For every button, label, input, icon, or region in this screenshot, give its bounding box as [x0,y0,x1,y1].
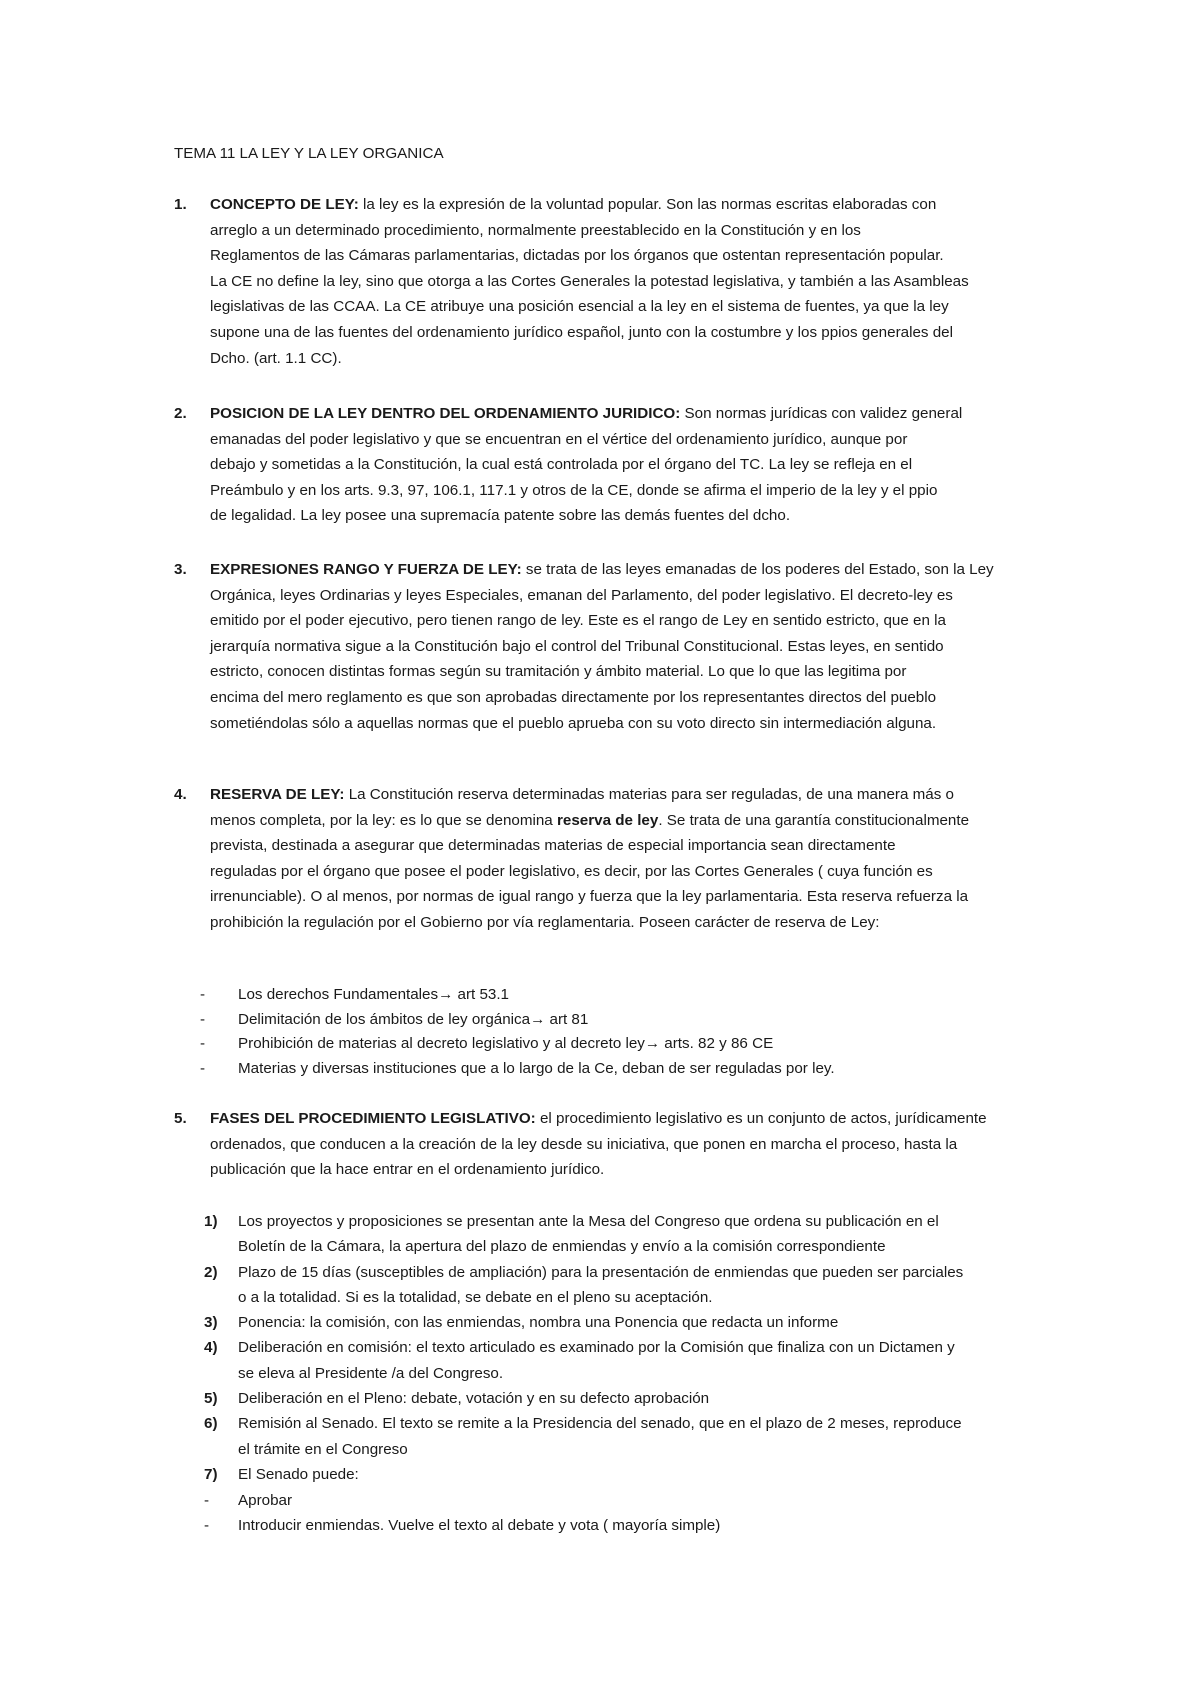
step-item [204,1386,1044,1411]
step-item [204,1260,1044,1311]
dash-bullet: - [200,1059,206,1077]
section-text-line: de legalidad. La ley posee una supremacía patente sobre las demás fuentes del dcho. [210,507,791,525]
section-concepto-de-ley [174,192,1044,371]
section-text-line: la ley es la expresión de la voluntad popular. Son las normas escritas elaboradas con [358,196,937,213]
dash-bullet: - [204,1492,210,1509]
section-text-fragment: menos completa, por la ley: es lo que se denomina [210,811,557,829]
section-text-line: Preámbulo y en los arts. 9.3, 97, 106.1, 117.1 y otros de la CE, donde se afirma el imperio de la ley y el ppio [210,481,938,499]
step-number: 3) [204,1314,218,1332]
section-number: 1. [174,196,187,213]
dash-bullet: - [204,1517,210,1535]
section-text-line: estricto, conocen distintas formas según su tramitación y ámbito material. Lo que lo que las legitima por [210,663,907,681]
step-item [204,1335,1044,1386]
section-text-line: prohibición la regulación por el Gobierno por vía reglamentaria. Poseen carácter de reserva de Ley: [210,913,880,931]
step-item [204,1310,1044,1335]
section-expresiones-rango-fuerza [174,557,1044,736]
steps-list [204,1209,1044,1487]
list-item-text: Delimitación de los ámbitos de ley orgánica→ art 81 [238,1010,589,1028]
section-text-line: legislativas de las CCAA. La CE atribuye una posición esencial a la ley en el sistema de fuentes, ya que la ley [210,298,949,316]
step-text-line: Plazo de 15 días (susceptibles de ampliación) para la presentación de enmiendas que pueden ser parciales [238,1263,964,1281]
step-number: 5) [204,1390,218,1408]
section-heading: POSICION DE LA LEY DENTRO DEL ORDENAMIENTO JURIDICO: [210,405,681,422]
section-text-line: jerarquía normativa sigue a la Constitución bajo el control del Tribunal Constitucional. Estas leyes, en sentido [210,637,944,655]
senado-options-list [174,1488,1034,1539]
step-text-line: Remisión al Senado. El texto se remite a la Presidencia del senado, que en el plazo de 2 meses, reproduce [238,1415,962,1433]
step-text-line: Ponencia: la comisión, con las enmiendas, nombra una Ponencia que redacta un informe [238,1314,839,1332]
list-item [174,1488,1034,1513]
step-item [204,1209,1044,1260]
step-number: 7) [204,1465,218,1483]
section-text-line: el procedimiento legislativo es un conjunto de actos, jurídicamente [535,1110,987,1127]
section-text-line: encima del mero reglamento es que son aprobadas directamente por los representantes directos del pueblo [210,688,937,706]
step-number: 6) [204,1415,218,1433]
step-text-line: el trámite en el Congreso [238,1440,408,1458]
list-item [174,982,1034,1007]
section-posicion-de-la-ley [174,401,1044,529]
section-heading: RESERVA DE LEY: [210,786,345,803]
list-item [174,1007,1034,1032]
section-text-line: sometiéndolas sólo a aquellas normas que el pueblo aprueba con su voto directo sin intermediación alguna. [210,714,937,732]
list-item-text: Introducir enmiendas. Vuelve el texto al debate y vota ( mayoría simple) [238,1517,721,1535]
section-heading: EXPRESIONES RANGO Y FUERZA DE LEY: [210,561,522,578]
list-item [174,1513,1034,1538]
section-text-line: La CE no define la ley, sino que otorga a las Cortes Generales la potestad legislativa, y también a las Asambleas [210,272,969,290]
section-body [210,782,1044,936]
page-title: TEMA 11 LA LEY Y LA LEY ORGANICA [174,145,444,162]
step-text-line: El Senado puede: [238,1465,359,1483]
step-text-line: Los proyectos y proposiciones se presentan ante la Mesa del Congreso que ordena su publicación en el [238,1213,939,1230]
section-text-line: Orgánica, leyes Ordinarias y leyes Especiales, emanan del Parlamento, del poder legislativo. El decreto-ley es [210,586,953,604]
step-text-line: Deliberación en comisión: el texto articulado es examinado por la Comisión que finaliza con un Dictamen y [238,1339,955,1357]
dash-bullet: - [200,986,206,1003]
section-number: 3. [174,561,187,578]
step-text-line: se eleva al Presidente /a del Congreso. [238,1364,504,1382]
step-number: 1) [204,1213,218,1230]
section-text-line: irrenunciable). O al menos, por normas de igual rango y fuerza que la ley parlamentaria. Esta reserva refuerza la [210,888,969,906]
section-heading: CONCEPTO DE LEY: [210,196,359,213]
section-reserva-de-ley [174,782,1044,936]
step-text-line: Boletín de la Cámara, la apertura del plazo de enmiendas y envío a la comisión correspondiente [238,1238,886,1256]
section-number: 5. [174,1110,187,1127]
section-text-line: reguladas por el órgano que posee el poder legislativo, es decir, por las Cortes Generales ( cuya función es [210,862,933,880]
reserva-de-ley-term: reserva de ley [556,811,659,829]
section-text-line: Son normas jurídicas con validez general [680,405,963,422]
list-item-text: Aprobar [238,1492,293,1509]
section-text-line: publicación que la hace entrar en el ordenamiento jurídico. [210,1161,605,1179]
section-text-line: prevista, destinada a asegurar que determinadas materias de especial importancia sean directamente [210,837,896,855]
list-item-text: Materias y diversas instituciones que a lo largo de la Ce, deban de ser reguladas por ley. [238,1059,835,1077]
step-item [204,1462,1044,1487]
dash-bullet: - [200,1035,206,1052]
reserva-list [174,982,1034,1080]
dash-bullet: - [200,1010,206,1028]
section-number: 4. [174,786,187,803]
step-text-line: Deliberación en el Pleno: debate, votación y en su defecto aprobación [238,1390,710,1408]
section-text-line: supone una de las fuentes del ordenamiento jurídico español, junto con la costumbre y los ppios generales del [210,323,953,341]
section-body [210,1106,1044,1183]
step-text-line: o a la totalidad. Si es la totalidad, se debate en el pleno su aceptación. [238,1288,713,1306]
step-number: 2) [204,1263,218,1281]
section-text-line: La Constitución reserva determinadas materias para ser reguladas, de una manera más o [344,786,954,803]
section-body [210,192,1044,371]
section-fases-procedimiento [174,1106,1044,1183]
section-text-line: arreglo a un determinado procedimiento, normalmente preestablecido en la Constitución y en los [210,221,861,239]
section-heading: FASES DEL PROCEDIMIENTO LEGISLATIVO: [210,1110,536,1127]
section-text-line: Dcho. (art. 1.1 CC). [210,349,342,367]
step-item [204,1411,1044,1462]
section-body [210,401,1044,529]
section-text-line: emanadas del poder legislativo y que se encuentran en el vértice del ordenamiento jurídico, aunque por [210,430,908,448]
section-body [210,557,1044,736]
section-text-line: ordenados, que conducen a la creación de la ley desde su iniciativa, que ponen en marcha el proceso, hasta la [210,1135,958,1153]
section-number: 2. [174,405,187,422]
section-text-line: emitido por el poder ejecutivo, pero tienen rango de ley. Este es el rango de Ley en sentido estricto, que en la [210,612,946,630]
step-number: 4) [204,1339,218,1357]
section-text-line: se trata de las leyes emanadas de los poderes del Estado, son la Ley [521,561,994,578]
section-text-line: debajo y sometidas a la Constitución, la cual está controlada por el órgano del TC. La ley se refleja en el [210,456,913,474]
list-item [174,1056,1034,1081]
section-text-fragment: . Se trata de una garantía constitucionalmente [658,811,970,829]
list-item-text: Prohibición de materias al decreto legislativo y al decreto ley→ arts. 82 y 86 CE [238,1035,774,1052]
list-item-text: Los derechos Fundamentales→ art 53.1 [238,986,510,1003]
list-item [174,1031,1034,1056]
section-text-line: Reglamentos de las Cámaras parlamentarias, dictadas por los órganos que ostentan representación popular. [210,247,944,265]
